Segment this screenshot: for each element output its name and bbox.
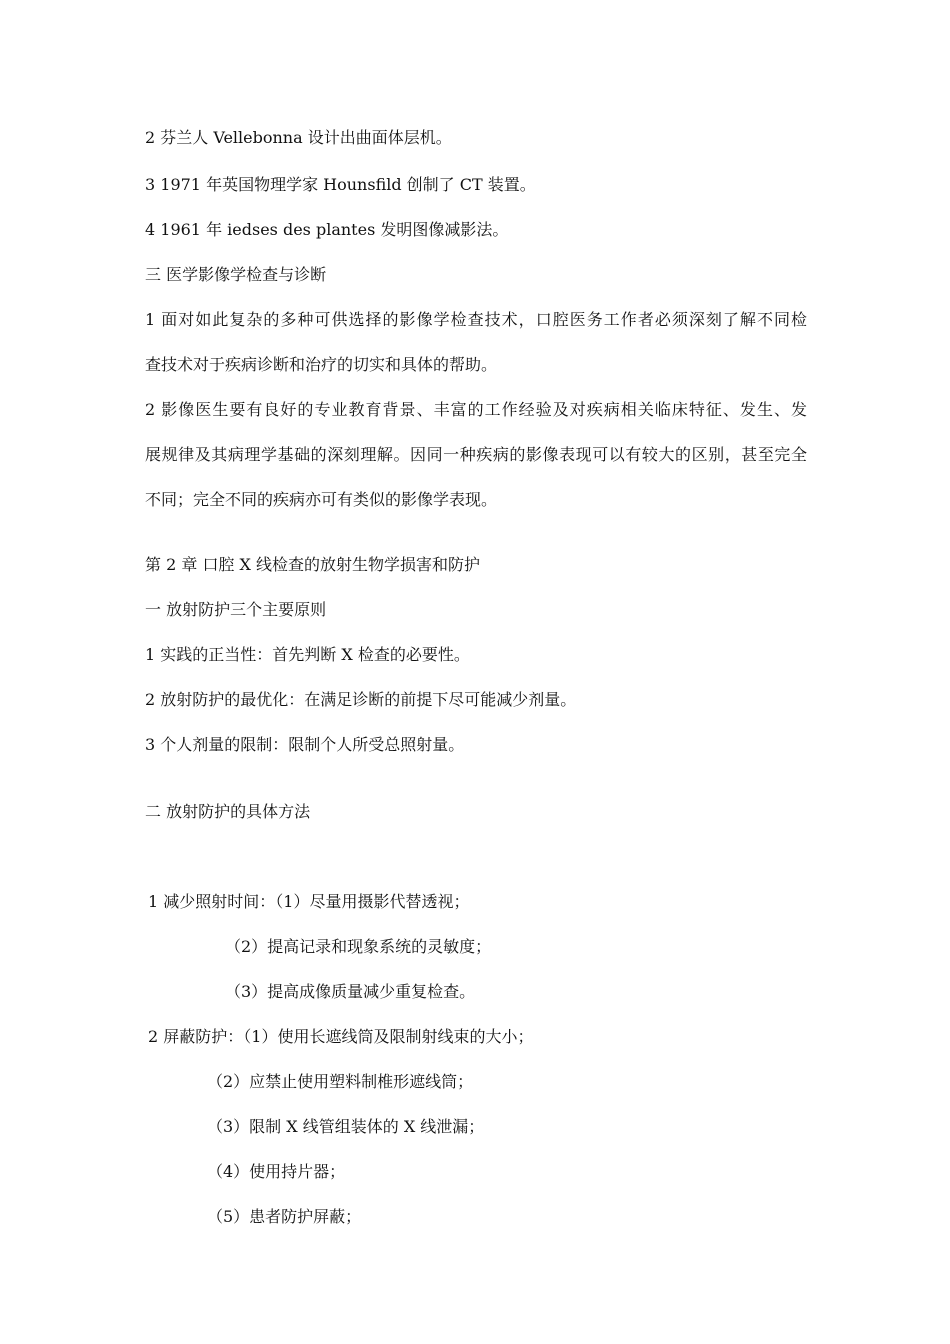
method-2: 2 屏蔽防护：（1）使用长遮线筒及限制射线束的大小； (148, 1027, 534, 1046)
section-heading-1: 一 放射防护三个主要原则 (145, 600, 327, 619)
text-line-2: 3 1971 年英国物理学家 Hounsfild 创制了 CT 装置。 (145, 175, 536, 194)
principle-2: 2 放射防护的最优化：在满足诊断的前提下尽可能减少剂量。 (145, 690, 577, 709)
method-2-item-5: （5）患者防护屏蔽； (207, 1207, 362, 1226)
paragraph-2-line-3: 不同；完全不同的疾病亦可有类似的影像学表现。 (145, 490, 498, 509)
chapter-heading: 第 2 章 口腔 X 线检查的放射生物学损害和防护 (145, 555, 481, 574)
paragraph-1-line-2: 查技术对于疾病诊断和治疗的切实和具体的帮助。 (145, 355, 498, 374)
paragraph-2-line-1: 2 影像医生要有良好的专业教育背景、丰富的工作经验及对疾病相关临床特征、发生、发 (145, 400, 807, 419)
method-1: 1 减少照射时间：（1）尽量用摄影代替透视； (148, 892, 470, 911)
method-1-item-2: （2）提高记录和现象系统的灵敏度； (225, 937, 492, 956)
method-1-item-3: （3）提高成像质量减少重复检查。 (225, 982, 476, 1001)
text-line-3: 4 1961 年 iedses des plantes 发明图像减影法。 (145, 220, 509, 239)
paragraph-2-line-2: 展规律及其病理学基础的深刻理解。因同一种疾病的影像表现可以有较大的区别，甚至完全 (145, 445, 807, 464)
method-2-item-4: （4）使用持片器； (207, 1162, 346, 1181)
principle-3: 3 个人剂量的限制：限制个人所受总照射量。 (145, 735, 465, 754)
section-heading-2: 二 放射防护的具体方法 (145, 802, 311, 821)
paragraph-1-line-1: 1 面对如此复杂的多种可供选择的影像学检查技术，口腔医务工作者必须深刻了解不同检 (145, 310, 807, 329)
method-2-item-2: （2）应禁止使用塑料制椎形遮线筒； (207, 1072, 474, 1091)
principle-1: 1 实践的正当性：首先判断 X 检查的必要性。 (145, 645, 470, 664)
text-line-1: 2 芬兰人 Vellebonna 设计出曲面体层机。 (145, 128, 452, 147)
method-2-item-3: （3）限制 X 线管组装体的 X 线泄漏； (207, 1117, 485, 1136)
section-heading-3: 三 医学影像学检查与诊断 (145, 265, 327, 284)
